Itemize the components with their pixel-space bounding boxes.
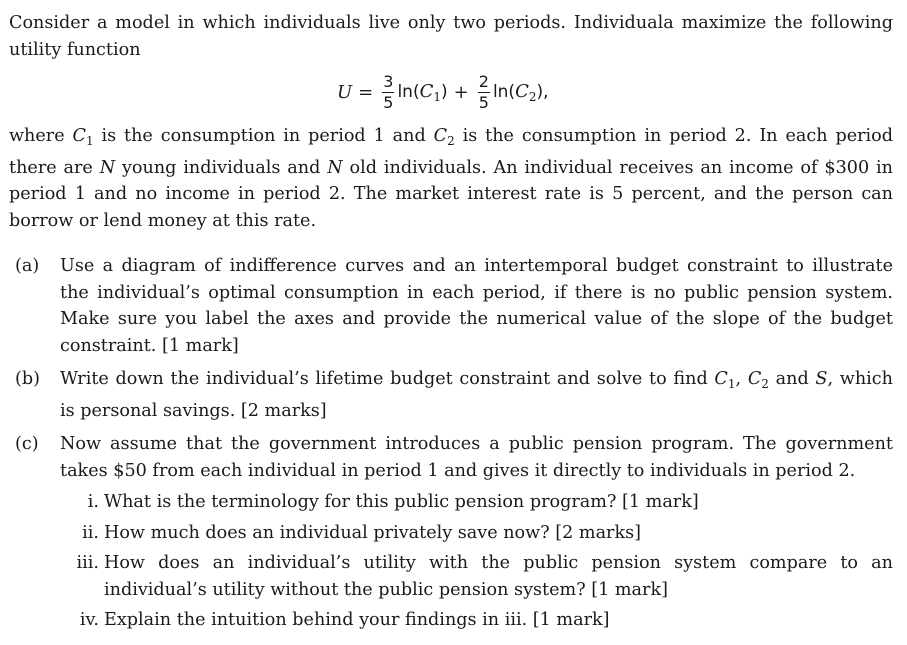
log-term-1: ln( (397, 82, 420, 102)
subpart-item (58, 550, 893, 603)
part-b (9, 366, 893, 424)
part-b-text: Write down the individual’s lifetime budget constraint and solve to find $C_1$, $C_2$ and S, which is personal savings. [2 marks] (60, 369, 893, 421)
log-close-1: ) (441, 82, 448, 102)
document-body (9, 10, 893, 645)
log-term-2: ln( (492, 82, 516, 102)
subpart-text: How does an individual’s utility with the public pension system compare to an individual’s utility without the public pension system? [1 mark] (104, 553, 893, 600)
part-a-text: Use a diagram of indifference curves and an intertemporal budget constraint to illustrate the individual’s optimal consumption in each period, if there is no public pension system. Make sure you label the axes and provide the numerical value of the slope of the budget constraint. [1 mark] (60, 256, 893, 356)
part-label: (a) (15, 256, 40, 276)
subpart-text: What is the terminology for this public pension program? [1 mark] (104, 492, 699, 512)
question-parts (9, 253, 893, 638)
fraction-three-fifths (382, 73, 394, 112)
fraction-two-fifths (478, 73, 490, 112)
fraction-numerator: 3 (383, 71, 394, 91)
equals-sign: = (358, 81, 374, 103)
var-n: N (99, 157, 116, 178)
subpart-label: iii. (76, 553, 99, 573)
var-c1: $C_1$ (72, 126, 94, 148)
var-c2: $C_2$ (515, 80, 537, 104)
utility-equation (9, 65, 893, 121)
part-c-body (60, 431, 893, 638)
context-paragraph: where $C_1$ is the consumption in period 1 and $C_2$ is the consumption in period 2. In each period there are N young individuals and N old individuals. An individual receives an income of $300 in period 1 and no income in period 2. The market interest rate is 5 percent, and the person can borrow or lend money at this rate. (9, 126, 894, 231)
var-n: N (327, 157, 343, 178)
part-c (9, 431, 893, 638)
subpart-text: How much does an individual privately save now? [2 marks] (104, 522, 642, 543)
var-c1: $C_1$ (714, 369, 736, 391)
part-label: (c) (15, 434, 39, 454)
subpart-label: i. (87, 492, 99, 512)
var-c1: $C_1$ (419, 80, 442, 104)
log-close-2: ), (536, 82, 549, 102)
equation-content (337, 67, 549, 117)
fraction-denominator: 5 (383, 92, 394, 112)
subpart-item (58, 607, 893, 634)
fraction-numerator: 2 (478, 71, 489, 91)
part-c-subparts (58, 489, 893, 634)
subpart-item (58, 520, 893, 547)
subpart-label: ii. (82, 522, 99, 543)
plus-sign: + (453, 81, 469, 103)
intro-paragraph (9, 10, 893, 63)
intro-text: Consider a model in which individuals live only two periods. Individuala maximize the following utility function (9, 13, 893, 60)
var-s: S (815, 369, 828, 389)
part-c-text: Now assume that the government introduces a public pension program. The government takes $50 from each individual in period 1 and gives it directly to individuals in period 2. (60, 434, 893, 481)
var-c2: $C_2$ (433, 126, 455, 148)
subpart-text: Explain the intuition behind your findings in iii. [1 mark] (104, 610, 610, 630)
fraction-denominator: 5 (478, 92, 489, 112)
subpart-item (58, 489, 893, 516)
part-label: (b) (15, 369, 40, 389)
utility-symbol: U (337, 81, 353, 103)
var-c2: $C_2$ (747, 369, 769, 391)
part-a (9, 253, 893, 359)
subpart-label: iv. (79, 610, 99, 630)
